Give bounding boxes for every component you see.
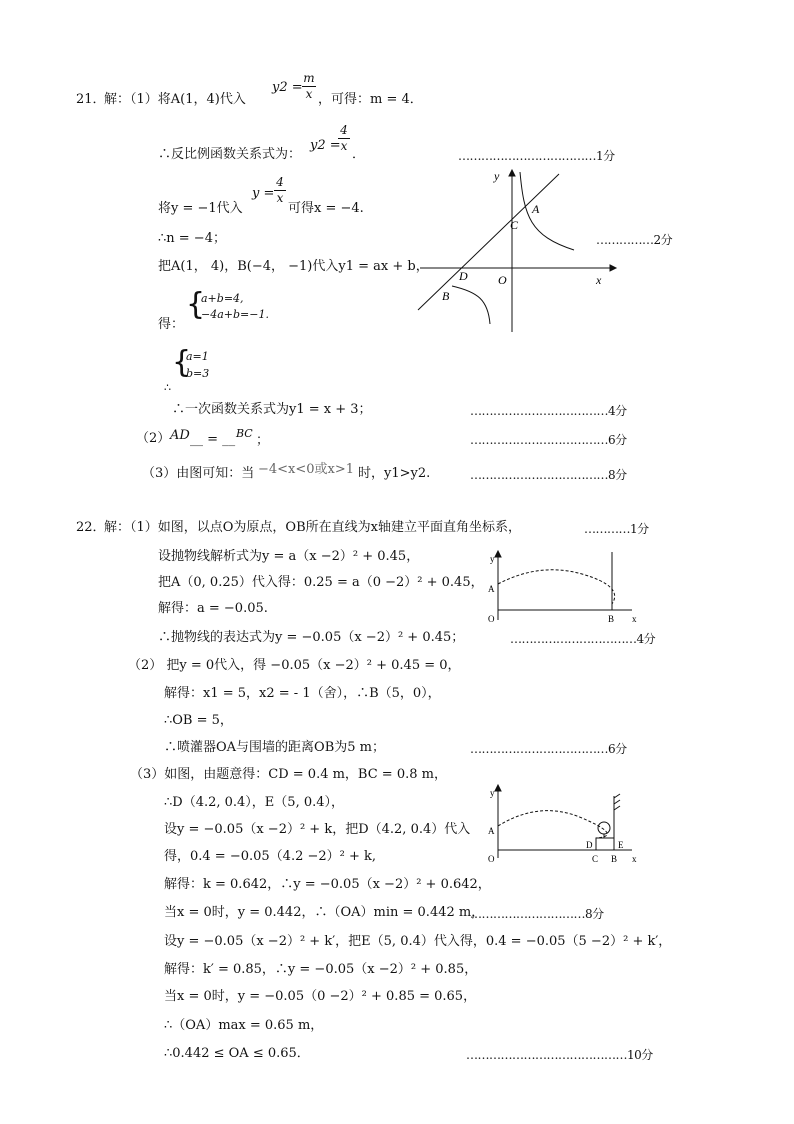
fig2-label-E: E bbox=[618, 840, 624, 850]
q22-line-6: （2） 把y = 0代入，得 −0.05（x −2）² + 0.45 = 0， bbox=[128, 658, 461, 673]
system-brace: { bbox=[186, 287, 206, 322]
q21-fraction-4-over-x-b bbox=[274, 176, 286, 205]
fig1-y-arrow bbox=[495, 551, 501, 557]
graph-label-B: B bbox=[442, 289, 450, 303]
q21-score-8: ………………………………8分 bbox=[470, 468, 627, 482]
q22-line-7: 解得：x1 = 5，x2 = - 1（舍），∴B（5，0）， bbox=[164, 686, 441, 701]
hyperbola-branch-left bbox=[452, 286, 490, 324]
fraction-denominator: x bbox=[340, 139, 348, 153]
q21-n-value: ∴n = −4； bbox=[158, 231, 226, 246]
fraction-numerator: 4 bbox=[340, 123, 348, 137]
q21-de-label: 得： bbox=[158, 317, 185, 332]
q22-figure-2 bbox=[480, 782, 640, 866]
q21-part3-condition: −4<x<0或x>1 bbox=[258, 462, 355, 477]
q22-line-3: 把A（0, 0.25）代入得：0.25 = a（0 −2）² + 0.45， bbox=[158, 575, 484, 590]
fig2-label-A: A bbox=[488, 826, 495, 836]
fig1-label-O: O bbox=[488, 614, 495, 624]
graph-label-D: D bbox=[459, 269, 468, 283]
q21-y2-label: y2 = bbox=[272, 80, 303, 95]
q22-line-13: 得，0.4 = −0.05（4.2 −2）² + k, bbox=[164, 849, 377, 864]
q22-line-16: 设y = −0.05（x −2）² + k′，把E（5, 0.4）代入得，0.4 = −0.05（5 −2）² + k′， bbox=[164, 934, 672, 949]
q21-part3-post: 时，y1>y2. bbox=[358, 466, 431, 481]
fig2-wall-hatch-2 bbox=[614, 800, 620, 804]
q22-line-17: 解得：k′ = 0.85，∴y = −0.05（x −2）² + 0.85， bbox=[164, 962, 478, 977]
q21-part3-pre: （3）由图可知：当 bbox=[142, 466, 255, 481]
fig2-wall-hatch-3 bbox=[614, 806, 620, 810]
fig1-label-y: y bbox=[490, 554, 495, 564]
q21-substitute-ab: 把A(1， 4)，B(−4， −1)代入y1 = ax + b， bbox=[158, 259, 429, 274]
q22-score-6: ………………………………6分 bbox=[470, 742, 627, 756]
q21-period: ． bbox=[352, 147, 366, 162]
q22-figure-1 bbox=[480, 548, 640, 628]
graph-label-C: C bbox=[510, 218, 519, 232]
q21-solution-b: b=3 bbox=[186, 367, 210, 380]
y-axis-arrow bbox=[509, 170, 515, 176]
q21-score-1: ………………………………1分 bbox=[458, 149, 615, 163]
q22-line-19: ∴（OA）max = 0.65 m， bbox=[164, 1018, 324, 1033]
q21-part2-equals: __ = __ bbox=[190, 432, 236, 447]
fig2-label-D: D bbox=[586, 840, 593, 850]
q22-line-12: 设y = −0.05（x −2）² + k，把D（4.2, 0.4）代入 bbox=[164, 822, 471, 837]
q22-line-1: 解：（1）如图，以点O为原点，OB所在直线为x轴建立平面直角坐标系， bbox=[104, 520, 521, 535]
q22-line-8: ∴OB = 5， bbox=[164, 713, 233, 728]
q21-sub-y-minus1: 将y = −1代入 bbox=[158, 201, 243, 216]
q21-equation-2: −4a+b=−1. bbox=[201, 308, 269, 321]
fig2-obstacle-box bbox=[596, 838, 614, 850]
fig1-label-A: A bbox=[488, 584, 495, 594]
fraction-numerator: 4 bbox=[276, 175, 284, 189]
fig2-label-y: y bbox=[490, 788, 495, 798]
fig2-parabola bbox=[498, 811, 607, 838]
q22-score-8: …………………………8分 bbox=[470, 907, 604, 921]
q21-score-6: ………………………………6分 bbox=[470, 433, 627, 447]
q22-line-5: ∴抛物线的表达式为y = −0.05（x −2）² + 0.45； bbox=[158, 630, 465, 645]
q22-number: 22． bbox=[76, 520, 106, 535]
q22-score-1: …………1分 bbox=[584, 522, 649, 536]
q22-line-9: ∴喷灌器OA与围墙的距离OB为5 m； bbox=[164, 740, 385, 755]
q21-number: 21． bbox=[76, 92, 106, 107]
q22-line-2: 设抛物线解析式为y = a（x −2）² + 0.45， bbox=[158, 549, 420, 564]
q21-score-2: ……………2分 bbox=[596, 233, 673, 247]
q21-fraction-4-over-x bbox=[338, 124, 350, 153]
q22-line-11: ∴D（4.2, 0.4），E（5, 0.4）， bbox=[164, 795, 345, 810]
q21-part2-ad: AD bbox=[170, 428, 190, 443]
q21-y2-label-2: y2 = bbox=[310, 138, 341, 153]
q21-y-label: y = bbox=[252, 186, 275, 201]
fig2-wall-hatch-1 bbox=[614, 794, 620, 798]
fig1-label-x: x bbox=[632, 614, 637, 624]
graph-label-A: A bbox=[532, 202, 540, 216]
graph-label-y: y bbox=[494, 169, 500, 183]
q22-score-10: ……………………………………10分 bbox=[466, 1048, 653, 1062]
x-axis-arrow bbox=[610, 265, 616, 271]
fig1-label-B: B bbox=[608, 614, 615, 624]
q22-score-4: ……………………………4分 bbox=[510, 632, 656, 646]
fraction-denominator: x bbox=[276, 191, 284, 205]
q22-line-20: ∴0.442 ≤ OA ≤ 0.65． bbox=[164, 1046, 310, 1061]
fig2-obstacle-ball bbox=[598, 822, 610, 834]
q21-function-graph bbox=[412, 166, 622, 336]
fig1-parabola bbox=[498, 570, 615, 604]
fraction-numerator: m bbox=[303, 71, 315, 85]
q21-part2-label: （2） bbox=[136, 431, 171, 446]
q21-m-result: ，可得：m = 4． bbox=[318, 92, 423, 107]
q21-fraction-m-over-x bbox=[302, 72, 316, 101]
graph-label-x: x bbox=[596, 273, 602, 287]
q21-part2-end: ； bbox=[256, 433, 270, 448]
fig2-label-x: x bbox=[632, 854, 637, 864]
q21-head: 解：（1）将A(1，4)代入 bbox=[104, 92, 246, 107]
fig2-label-C: C bbox=[592, 854, 599, 864]
fig2-y-arrow bbox=[495, 785, 501, 791]
q21-linear-function: ∴一次函数关系式为y1 = x + 3； bbox=[172, 402, 372, 417]
solution-brace: { bbox=[172, 345, 192, 380]
hyperbola-branch-right bbox=[520, 172, 574, 250]
q21-equation-1: a+b=4, bbox=[201, 292, 244, 305]
graph-label-O: O bbox=[498, 273, 507, 287]
q21-therefore-symbol: ∴ bbox=[164, 381, 171, 394]
q22-line-14: 解得：k = 0.642，∴y = −0.05（x −2）² + 0.642， bbox=[164, 877, 491, 892]
fig2-label-O: O bbox=[488, 854, 495, 864]
linear-function-line bbox=[418, 174, 559, 310]
q21-solution-a: a=1 bbox=[186, 350, 209, 363]
q22-line-18: 当x = 0时，y = −0.05（0 −2）² + 0.85 = 0.65， bbox=[164, 989, 477, 1004]
q22-line-15: 当x = 0时，y = 0.442，∴（OA）min = 0.442 m， bbox=[164, 905, 485, 920]
q21-inverse-label: ∴反比例函数关系式为： bbox=[158, 147, 302, 162]
q22-line-10: （3）如图，由题意得：CD = 0.4 m，BC = 0.8 m， bbox=[130, 767, 447, 782]
q21-score-4: ………………………………4分 bbox=[470, 404, 627, 418]
q21-sub-result: 可得x = −4. bbox=[288, 201, 364, 216]
q22-line-4: 解得：a = −0.05. bbox=[158, 601, 268, 616]
q21-part2-bc: BC bbox=[236, 427, 253, 440]
fig2-label-B: B bbox=[611, 854, 618, 864]
fraction-denominator: x bbox=[305, 87, 313, 101]
